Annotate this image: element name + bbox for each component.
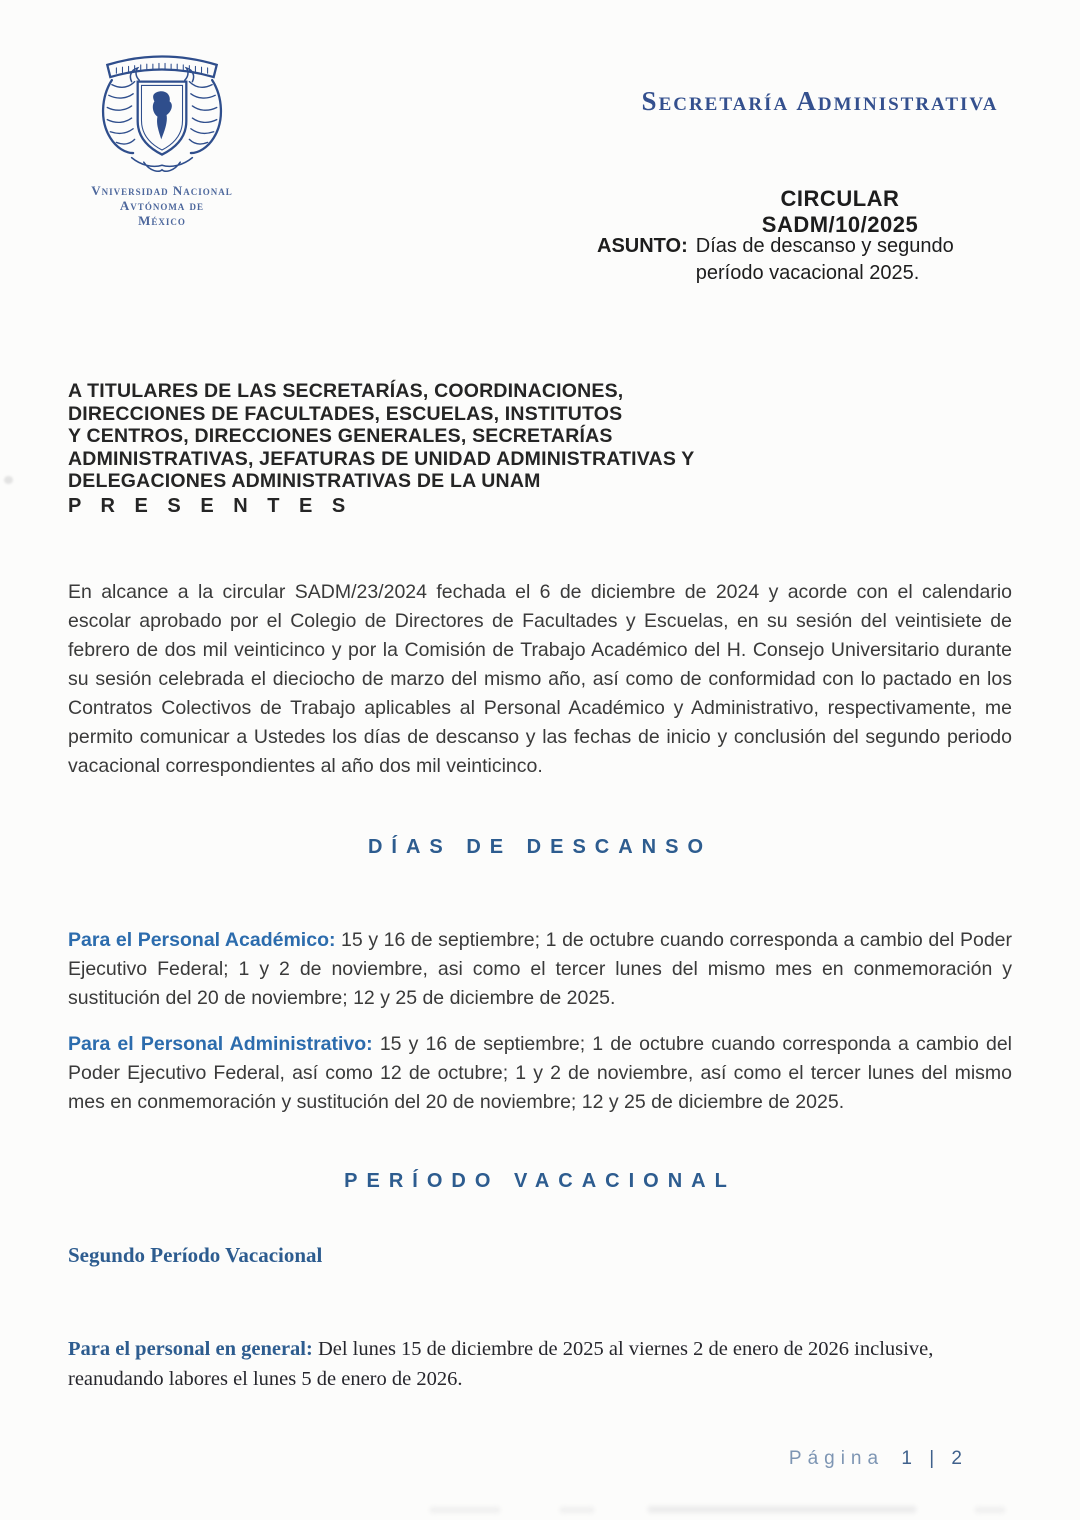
page-number-value: 1 | 2: [901, 1448, 968, 1469]
academic-staff-label: Para el Personal Académico:: [68, 928, 336, 951]
presentes-line: P R E S E N T E S: [68, 494, 353, 517]
academic-staff-paragraph: [68, 926, 1012, 1013]
scan-artifact-smudge: [975, 1507, 1005, 1513]
subject-text: Días de descanso y segundo período vacacional 2025.: [695, 235, 954, 284]
scan-artifact-dot: [4, 476, 13, 484]
logo-caption-line: Vniversidad Nacional: [91, 183, 233, 198]
logo-caption-line: Avtónoma de: [119, 198, 205, 213]
intro-paragraph: En alcance a la circular SADM/23/2024 fechada el 6 de diciembre de 2024 y acorde con el calendario escolar aprobado por el Colegio de Directores de Facultades y Escuelas, en su sesión del veintisiete de febrero de dos mil veinticinco y por la Comisión de Trabajo Académico del H. Consejo Universitario durante su sesión celebrada el dieciocho de marzo del mismo año, así como de conformidad con lo pactado en los Contratos Colectivos de Trabajo aplicables al Personal Académico y Administrativo, respectivamente, me permito comunicar a Ustedes los días de descanso y las fechas de inicio y conclusión del segundo periodo vacacional correspondientes al año dos mil veinticinco.: [68, 580, 1012, 777]
recipient-line: ADMINISTRATIVAS, JEFATURAS DE UNIDAD ADMINISTRATIVAS Y: [68, 447, 695, 470]
unam-logo: [82, 42, 242, 228]
recipient-line: DIRECCIONES DE FACULTADES, ESCUELAS, INSTITUTOS: [68, 402, 623, 425]
recipient-line: A TITULARES DE LAS SECRETARÍAS, COORDINACIONES,: [68, 380, 624, 402]
logo-caption-line: México: [138, 213, 186, 228]
circular-number: CIRCULAR SADM/10/2025: [761, 186, 919, 237]
section-title-vacation-period: PERÍODO VACACIONAL: [344, 1170, 736, 1192]
section-title-rest-days: DÍAS DE DESCANSO: [367, 836, 713, 858]
scan-artifact-smudge: [648, 1506, 916, 1513]
page-number-label: Página: [788, 1448, 885, 1469]
second-vacation-subtitle: Segundo Período Vacacional: [68, 1243, 323, 1267]
administrative-staff-paragraph: [68, 1030, 1012, 1117]
academic-staff-text: 15 y 16 de septiembre; 1 de octubre cuando corresponda a cambio del Poder Ejecutivo Federal; 1 y 2 de noviembre, asi como el tercer lunes del mismo mes en conmemoración y sustitución del 20 de noviembre; 12 y 25 de diciembre de 2025.: [68, 928, 1012, 1009]
page-number: [789, 1448, 968, 1470]
scan-artifact-smudge: [430, 1507, 500, 1513]
department-title: Secretaría Administrativa: [641, 86, 999, 116]
subject-label: ASUNTO:: [597, 235, 688, 257]
unam-coat-of-arms-icon: [86, 42, 238, 179]
administrative-staff-text: 15 y 16 de septiembre; 1 de octubre cuando corresponda a cambio del Poder Ejecutivo Federal, así como 12 de octubre; 1 y 2 de noviembre, así como el tercer lunes del mismo mes en conmemoración y sustitución del 20 de noviembre; 12 y 25 de diciembre de 2025.: [68, 1032, 1013, 1113]
recipient-line: DELEGACIONES ADMINISTRATIVAS DE LA UNAM: [68, 470, 541, 492]
logo-caption: [82, 183, 242, 228]
scan-artifact-smudge: [560, 1507, 594, 1513]
subject-block: [597, 233, 987, 287]
administrative-staff-label: Para el Personal Administrativo:: [68, 1032, 373, 1055]
recipient-line: Y CENTROS, DIRECCIONES GENERALES, SECRETARÍAS: [68, 425, 613, 447]
general-staff-text: Del lunes 15 de diciembre de 2025 al viernes 2 de enero de 2026 inclusive, reanudando labores el lunes 5 de enero de 2026.: [68, 1337, 934, 1390]
general-staff-label: Para el personal en general:: [68, 1337, 313, 1360]
general-staff-paragraph: [68, 1334, 1012, 1394]
recipients-block: [68, 380, 788, 517]
